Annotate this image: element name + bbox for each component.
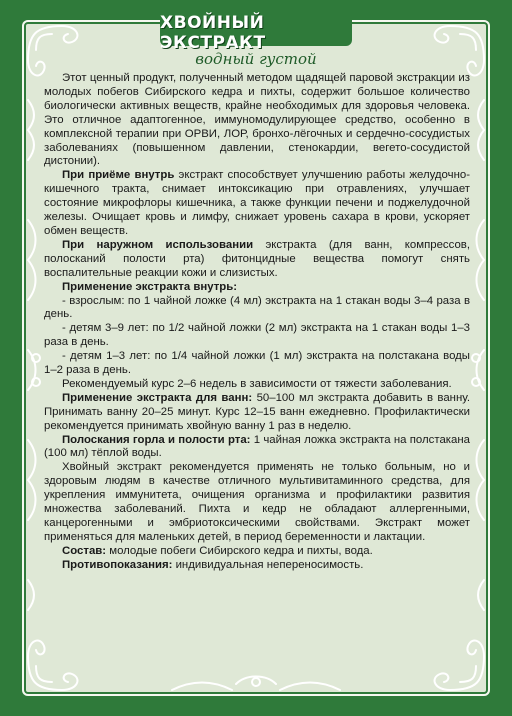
- bath-paragraph: [44, 392, 470, 434]
- internal-paragraph: [44, 169, 470, 239]
- composition-heading: Состав:: [62, 544, 107, 557]
- description-text: [44, 72, 470, 573]
- usage-item-children-3-9: - детям 3–9 лет: по 1/2 чайной ложки (2 мл) экстракта на 1 стакан воды 1–3 раза в день.: [44, 322, 470, 349]
- usage-item-children-1-3: - детям 1–3 лет: по 1/4 чайной ложки (1 мл) экстракта на полстакана воды 1–2 раза в день.: [44, 350, 470, 377]
- contraindications-text: индивидуальная непереносимость.: [172, 558, 364, 571]
- external-heading: При наружном использовании: [62, 238, 254, 251]
- internal-heading: При приёме внутрь: [62, 169, 175, 182]
- rinse-heading: Полоскания горла и полости рта:: [62, 433, 251, 446]
- rinse-text: 1 чайная ложка экстракта на полстакана (100 мл) тёплой воды.: [44, 433, 470, 460]
- course-paragraph: Рекомендуемый курс 2–6 недель в зависимости от тяжести заболевания.: [62, 377, 452, 390]
- rinse-paragraph: [44, 434, 470, 462]
- composition-paragraph: [44, 545, 470, 559]
- title-banner: [160, 13, 352, 53]
- usage-item-adults: - взрослым: по 1 чайной ложке (4 мл) экстракта на 1 стакан воды 3–4 раза в день.: [44, 294, 470, 321]
- contraindications-paragraph: [44, 559, 470, 573]
- intro-paragraph: Этот ценный продукт, полученный методом щадящей паровой экстракции из молодых побегов Сибирского кедра и пихты, содержит большое количество биологически активных веществ, крайне необходимых для здоровья человека. Это отличное адаптогенное, иммуномодулирующее средство, особенно в комплексной терапии при ОРВИ, ЛОР, бронхо-лёгочных и сердечно-сосудистых заболеваниях (повышенном давлении, стенокардии, вегето-сосудистой дистонии).: [44, 72, 470, 168]
- external-text: экстракта (для ванн, компрессов, полосканий полости рта) фитонцидные вещества помогут снять воспалительные реакции кожи и слизистых.: [44, 238, 470, 279]
- bath-text: 50–100 мл экстракта добавить в ванну. Принимать ванну 20–25 минут. Курс 12–15 ванн ежедневно. Профилактически рекомендуется принимать хвойную ванну 1 раз в неделю.: [44, 391, 470, 432]
- product-subtitle: водный густой: [195, 50, 317, 68]
- usage-heading: Применение экстракта внутрь:: [62, 280, 238, 293]
- product-title: ХВОЙНЫЙ ЭКСТРАКТ: [160, 13, 266, 53]
- contraindications-heading: Противопоказания:: [62, 558, 173, 571]
- closing-paragraph: Хвойный экстракт рекомендуется применять не только больным, но и здоровым людям в качестве отличного мультивитаминного средства, для укрепления иммунитета, очищения организма и профилактики развития множества заболеваний. Пихта и кедр не обладают аллергенными, канцерогенными и эмбриотоксическими свойствами. Экстракт может применяться для маленьких детей, в период беременности и лактации.: [44, 461, 470, 543]
- bath-heading: Применение экстракта для ванн:: [62, 391, 253, 404]
- composition-text: молодые побеги Сибирского кедра и пихты, вода.: [106, 544, 373, 557]
- external-paragraph: [44, 239, 470, 281]
- internal-text: экстракт способствует улучшению работы желудочно-кишечного тракта, снимает интоксикацию при отравлениях, улучшает состояние микрофлоры кишечника, а также функции печени и поджелудочной железы. Очищает кровь и лимфу, снижает уровень сахара в крови, ускоряет обмен веществ.: [44, 169, 470, 237]
